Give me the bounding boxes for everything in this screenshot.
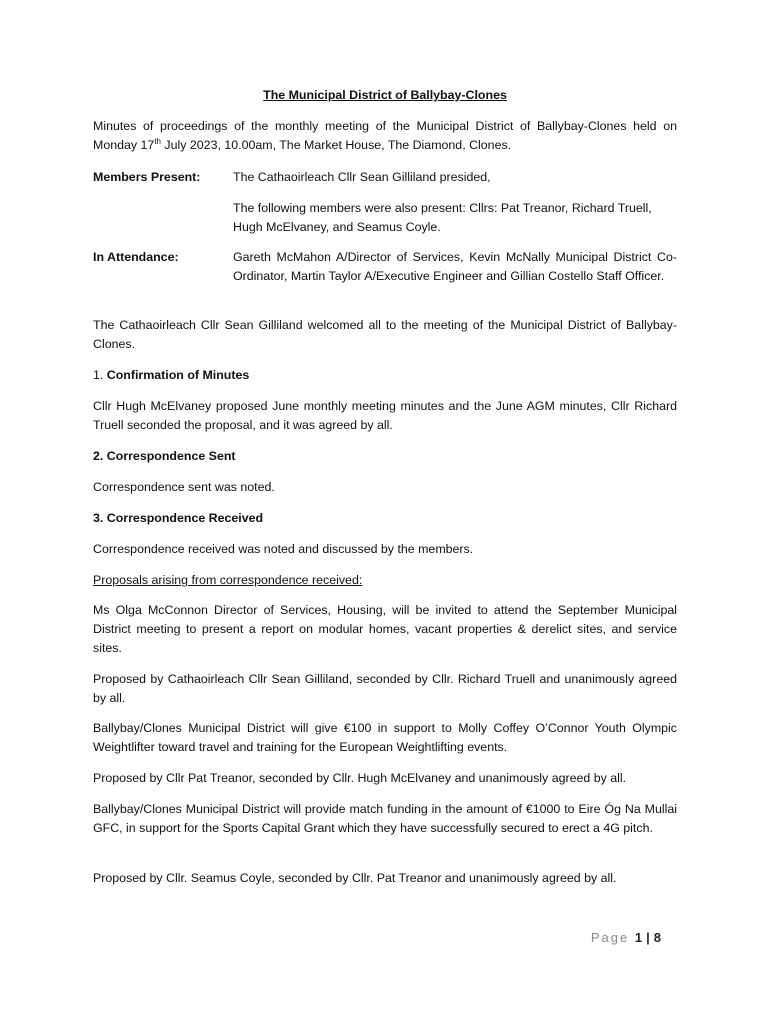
intro-superscript: th: [154, 136, 161, 146]
page-word: Page: [590, 930, 630, 945]
intro-text: Minutes of proceedings of the monthly meeting of the Municipal District of Ballybay-Clones held on Monday 17: [93, 119, 677, 152]
document-title: The Municipal District of Ballybay-Clones: [263, 88, 507, 102]
in-attendance-label: In Attendance:: [93, 250, 179, 264]
section-2-heading: 2. Correspondence Sent: [93, 449, 236, 463]
proposals-heading: Proposals arising from correspondence received:: [93, 573, 363, 587]
intro-text-end: July 2023, 10.00am, The Market House, The Diamond, Clones.: [160, 138, 512, 152]
section-3-heading: 3. Correspondence Received: [93, 511, 264, 525]
in-attendance-text: Gareth McMahon A/Director of Services, Kevin McNally Municipal District Co-Ordinator, Martin Taylor A/Executive Engineer and Gillian Costello Staff Officer.: [233, 250, 677, 283]
proposal-3-text: Ballybay/Clones Municipal District will provide match funding in the amount of €1000 to Eire Óg Na Mullai GFC, in support for the Sports Capital Grant which they have successfully secured to erect a 4G pitch.: [93, 802, 677, 835]
proposal-3-proposed: Proposed by Cllr. Seamus Coyle, seconded by Cllr. Pat Treanor and unanimously agreed by all.: [93, 871, 617, 885]
total-page-count: 8: [653, 930, 661, 945]
section-1-text: Cllr Hugh McElvaney proposed June monthly meeting minutes and the June AGM minutes, Cllr Richard Truell seconded the proposal, and it was agreed by all.: [93, 399, 677, 432]
section-1-number: 1.: [93, 368, 107, 382]
proposal-2-text: Ballybay/Clones Municipal District will give €100 in support to Molly Coffey O’Connor Youth Olympic Weightlifter toward travel and training for the European Weightlifting events.: [93, 721, 677, 754]
members-also-present-text: The following members were also present: Cllrs: Pat Treanor, Richard Truell, Hugh McElvaney, and Seamus Coyle.: [233, 201, 652, 234]
proposal-2-proposed: Proposed by Cllr Pat Treanor, seconded by Cllr. Hugh McElvaney and unanimously agreed by all.: [93, 771, 627, 785]
page-separator: |: [646, 930, 650, 945]
section-1-title: Confirmation of Minutes: [106, 368, 250, 382]
welcome-paragraph: The Cathaoirleach Cllr Sean Gilliland welcomed all to the meeting of the Municipal District of Ballybay-Clones.: [93, 318, 677, 351]
members-present-label: Members Present:: [93, 170, 201, 184]
proposal-1-proposed: Proposed by Cathaoirleach Cllr Sean Gilliland, seconded by Cllr. Richard Truell and unanimously agreed by all.: [93, 672, 677, 705]
page-footer: [591, 930, 661, 945]
members-presided-text: The Cathaoirleach Cllr Sean Gilliland presided,: [233, 170, 491, 184]
section-3-text: Correspondence received was noted and discussed by the members.: [93, 542, 474, 556]
intro-paragraph: [93, 117, 677, 155]
current-page-number: 1: [634, 930, 643, 945]
section-2-text: Correspondence sent was noted.: [93, 480, 275, 494]
proposal-1-text: Ms Olga McConnon Director of Services, Housing, will be invited to attend the September Municipal District meeting to present a report on modular homes, vacant properties & derelict sites, and service sites.: [93, 603, 677, 655]
section-1-heading: [93, 366, 677, 385]
